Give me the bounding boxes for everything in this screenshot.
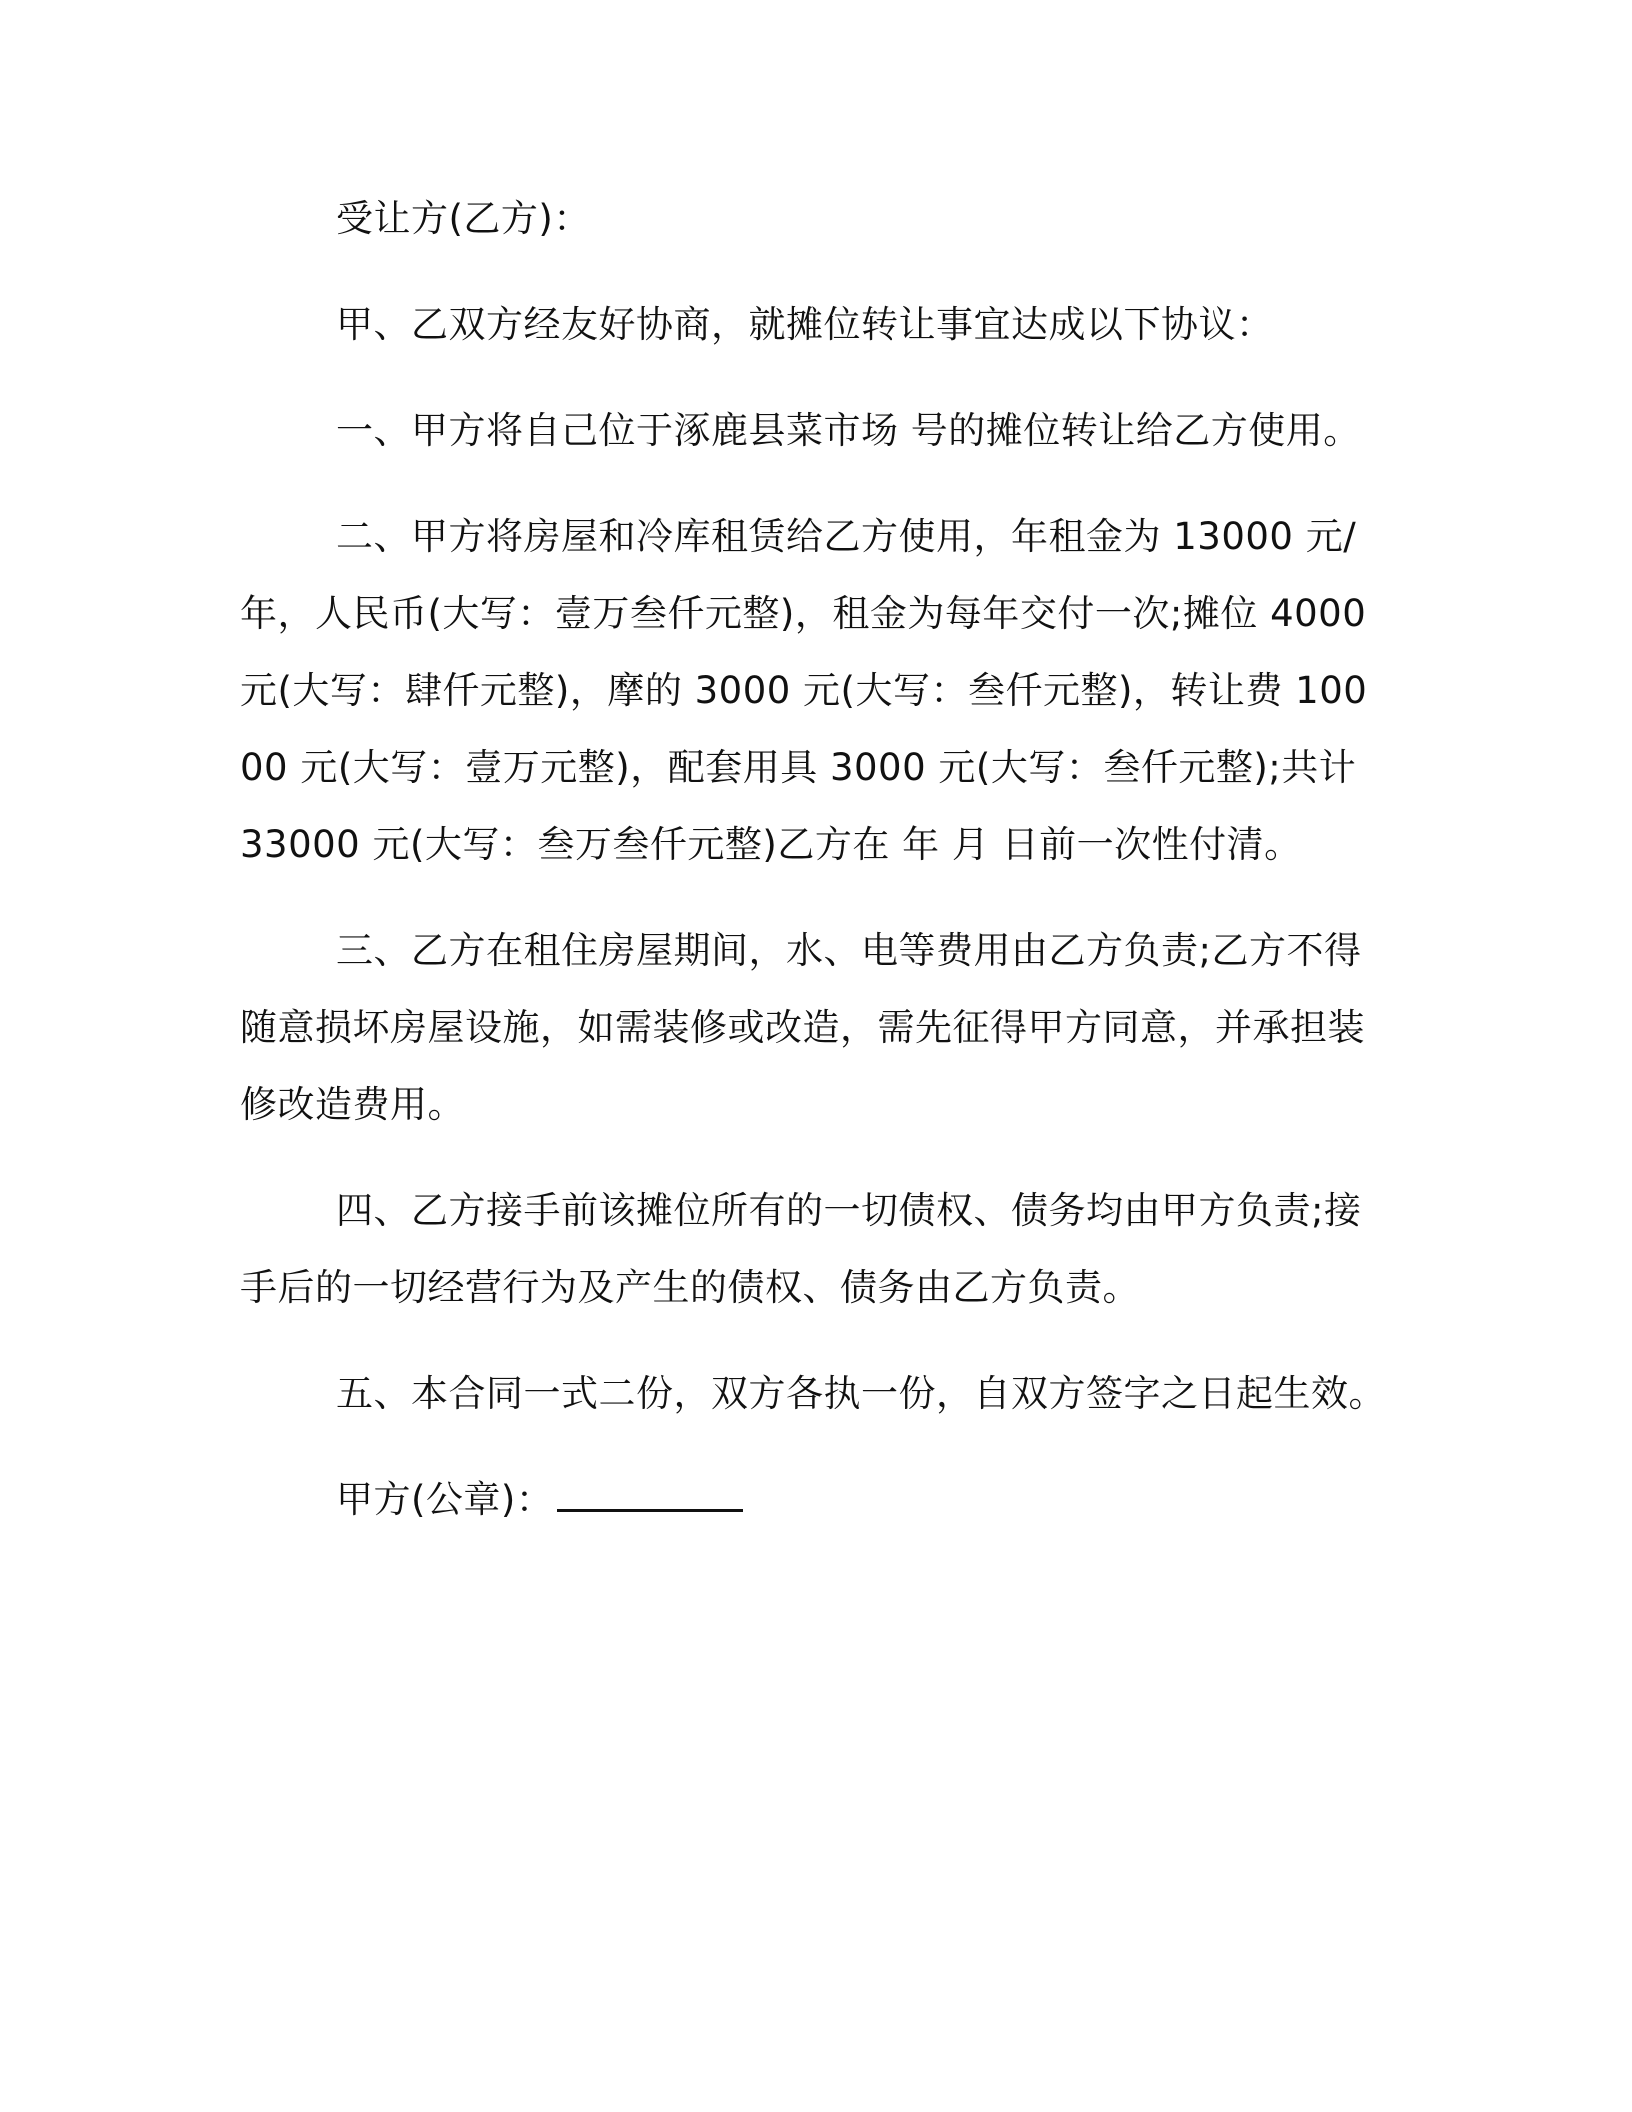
agreement-intro: 甲、乙双方经友好协商，就摊位转让事宜达成以下协议： [336, 303, 1274, 346]
party-a-signature-label: 甲方(公章)： [336, 1478, 554, 1521]
party-a-signature-line [240, 1461, 1390, 1538]
signature-blank-line [557, 1479, 743, 1512]
clause-5: 五、本合同一式二份，双方各执一份，自双方签字之日起生效。 [336, 1372, 1386, 1415]
document-body [240, 180, 1390, 1538]
clause-2: 二、甲方将房屋和冷库租赁给乙方使用，年租金为 13000 元/年，人民币(大写：壹万叁仟元整)，租金为每年交付一次;摊位 4000 元(大写：肆仟元整)，摩的 3000 元(大写：叁仟元整)，转让费 10000 元(大写：壹万元整)，配套用具 3000 元(大写：叁仟元整);共计 33000 元(大写：叁万叁仟元整)乙方在 年 月 日前一次性付清。 [240, 515, 1368, 866]
clause-4: 四、乙方接手前该摊位所有的一切债权、债务均由甲方负责;接手后的一切经营行为及产生的债权、债务由乙方负责。 [240, 1189, 1362, 1309]
recipient-line: 受让方(乙方)： [336, 197, 591, 240]
clause-1: 一、甲方将自己位于涿鹿县菜市场 号的摊位转让给乙方使用。 [336, 409, 1361, 452]
clause-3: 三、乙方在租住房屋期间，水、电等费用由乙方负责;乙方不得随意损坏房屋设施，如需装修或改造，需先征得甲方同意，并承担装修改造费用。 [240, 929, 1365, 1126]
